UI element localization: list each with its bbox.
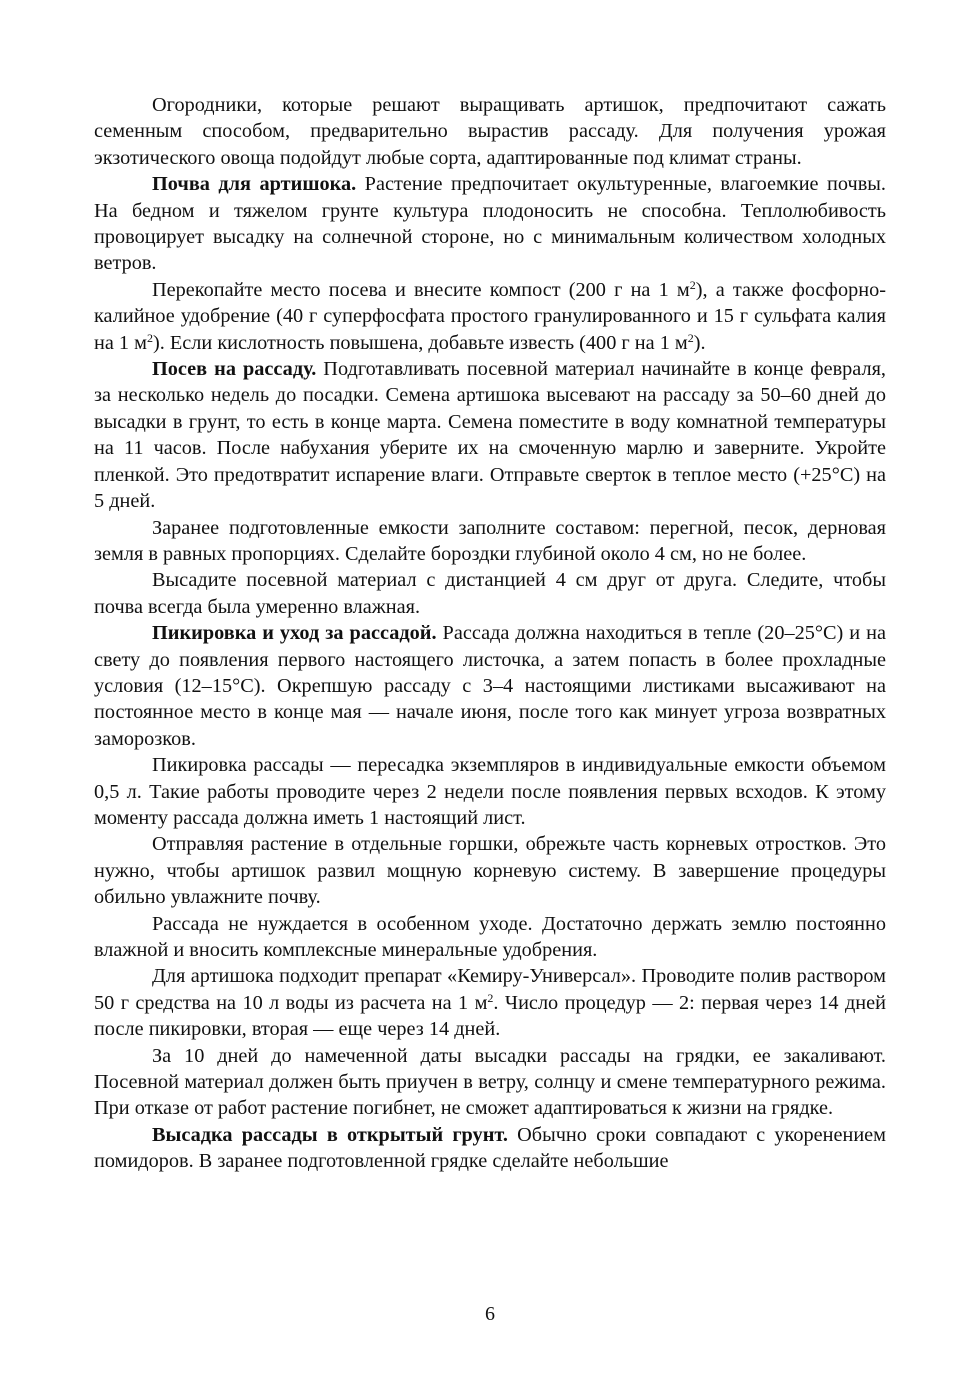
- superscript-square-3: 2: [687, 330, 694, 345]
- paragraph-8: [94, 752, 886, 831]
- paragraph-1: [94, 92, 886, 171]
- paragraph-10: [94, 911, 886, 964]
- superscript-square-2: 2: [146, 330, 153, 345]
- paragraph-2-heading-soil: Почва для артишока.: [152, 173, 357, 196]
- paragraph-7: [94, 620, 886, 752]
- paragraph-11-text-1: Для артишока подходит препарат «Кемиру-Универсал». Проводите полив раствором 50 г средства на 10 л воды из расчета на 1 м: [94, 965, 886, 1014]
- paragraph-3-text-4: ).: [693, 331, 706, 354]
- paragraph-4-heading-seeding: Посев на рассаду.: [152, 358, 317, 381]
- paragraph-2-text: Растение предпочитает окультуренные, влагоемкие почвы. На бедном и тяжелом грунте культура плодоносить не способна. Теплолюбивость провоцирует высадку на солнечной стороне, но с минимальным количеством холодных ветров.: [94, 173, 886, 275]
- paragraph-3-text-1: Перекопайте место посева и внесите компост (200 г на 1 м: [152, 278, 690, 301]
- paragraph-7-text: Рассада должна находиться в тепле (20–25°С) и на свету до появления первого настоящего листочка, а затем попасть в более прохладные условия (12–15°С). Окрепшую рассаду с 3–4 настоящими листиками высаживают на постоянное место в конце мая — начале июня, после того как минует угроза возвратных заморозков.: [94, 622, 886, 750]
- superscript-square-4: 2: [487, 990, 494, 1005]
- paragraph-11-text-2: . Число процедур — 2: первая через 14 дней после пикировки, вторая — еще через 14 дней.: [94, 991, 886, 1041]
- paragraph-3-text-2: ), а также фосфорно-калийное удобрение (40 г суперфосфата простого гранулированного и 15 г сульфата калия на 1 м: [94, 278, 886, 354]
- paragraph-9: [94, 831, 886, 910]
- paragraph-3: [94, 277, 886, 356]
- superscript-square-1: 2: [689, 277, 696, 292]
- page-number: 6: [485, 1303, 495, 1325]
- paragraph-13-text: Обычно сроки совпадают с укоренением помидоров. В заранее подготовленной грядке сделайте небольшие: [94, 1123, 887, 1173]
- paragraph-13: [94, 1122, 886, 1175]
- paragraph-8-text: Пикировка рассады — пересадка экземпляров в индивидуальные емкости объемом 0,5 л. Такие работы проводите через 2 недели после появления первых всходов. К этому моменту рассада должна иметь 1 настоящий лист.: [94, 754, 886, 829]
- paragraph-6-text: Высадите посевной материал с дистанцией 4 см друг от друга. Следите, чтобы почва всегда была умеренно влажная.: [94, 569, 886, 618]
- paragraph-5: [94, 515, 886, 568]
- paragraph-12-text: За 10 дней до намеченной даты высадки рассады на грядки, ее закаливают. Посевной материал должен быть приучен в ветру, солнцу и смене температурного режима. При отказе от работ растение погибнет, не сможет адаптироваться к жизни на грядке.: [94, 1044, 886, 1120]
- paragraph-4-text: Подготавливать посевной материал начинайте в конце февраля, за несколько недель до посадки. Семена артишока высевают на рассаду за 50–60 дней до высадки в грунт, то есть в конце марта. Семена поместите в воду комнатной температуры на 11 часов. После набухания уберите их на смоченную марлю и заверните. Укройте пленкой. Это предотвратит испарение влаги. Отправьте сверток в теплое место (+25°С) на 5 дней.: [94, 358, 886, 513]
- paragraph-4: [94, 356, 886, 514]
- paragraph-3-text-3: ). Если кислотность повышена, добавьте известь (400 г на 1 м: [152, 331, 688, 354]
- paragraph-11: [94, 963, 886, 1042]
- paragraph-13-heading-transplanting: Высадка рассады в открытый грунт.: [152, 1123, 508, 1146]
- paragraph-10-text: Рассада не нуждается в особенном уходе. Достаточно держать землю постоянно влажной и вносить комплексные минеральные удобрения.: [94, 912, 886, 961]
- paragraph-5-text: Заранее подготовленные емкости заполните составом: перегной, песок, дерновая земля в равных пропорциях. Сделайте бороздки глубиной около 4 см, но не более.: [94, 516, 886, 565]
- paragraph-6: [94, 567, 886, 620]
- document-page: [94, 92, 886, 1175]
- paragraph-12: [94, 1043, 886, 1122]
- paragraph-7-heading-picking: Пикировка и уход за рассадой.: [152, 622, 437, 645]
- paragraph-2: [94, 171, 886, 277]
- paragraph-9-text: Отправляя растение в отдельные горшки, обрежьте часть корневых отростков. Это нужно, чтобы артишок развил мощную корневую систему. В завершение процедуры обильно увлажните почву.: [94, 833, 886, 909]
- paragraph-1-text-1: Огородники, которые решают выращивать артишок, предпочитают сажать семенным способом, предварительно вырастив рассаду. Для получения урожая экзотического овоща подойдут любые сорта, адаптированные под климат страны.: [94, 94, 886, 169]
